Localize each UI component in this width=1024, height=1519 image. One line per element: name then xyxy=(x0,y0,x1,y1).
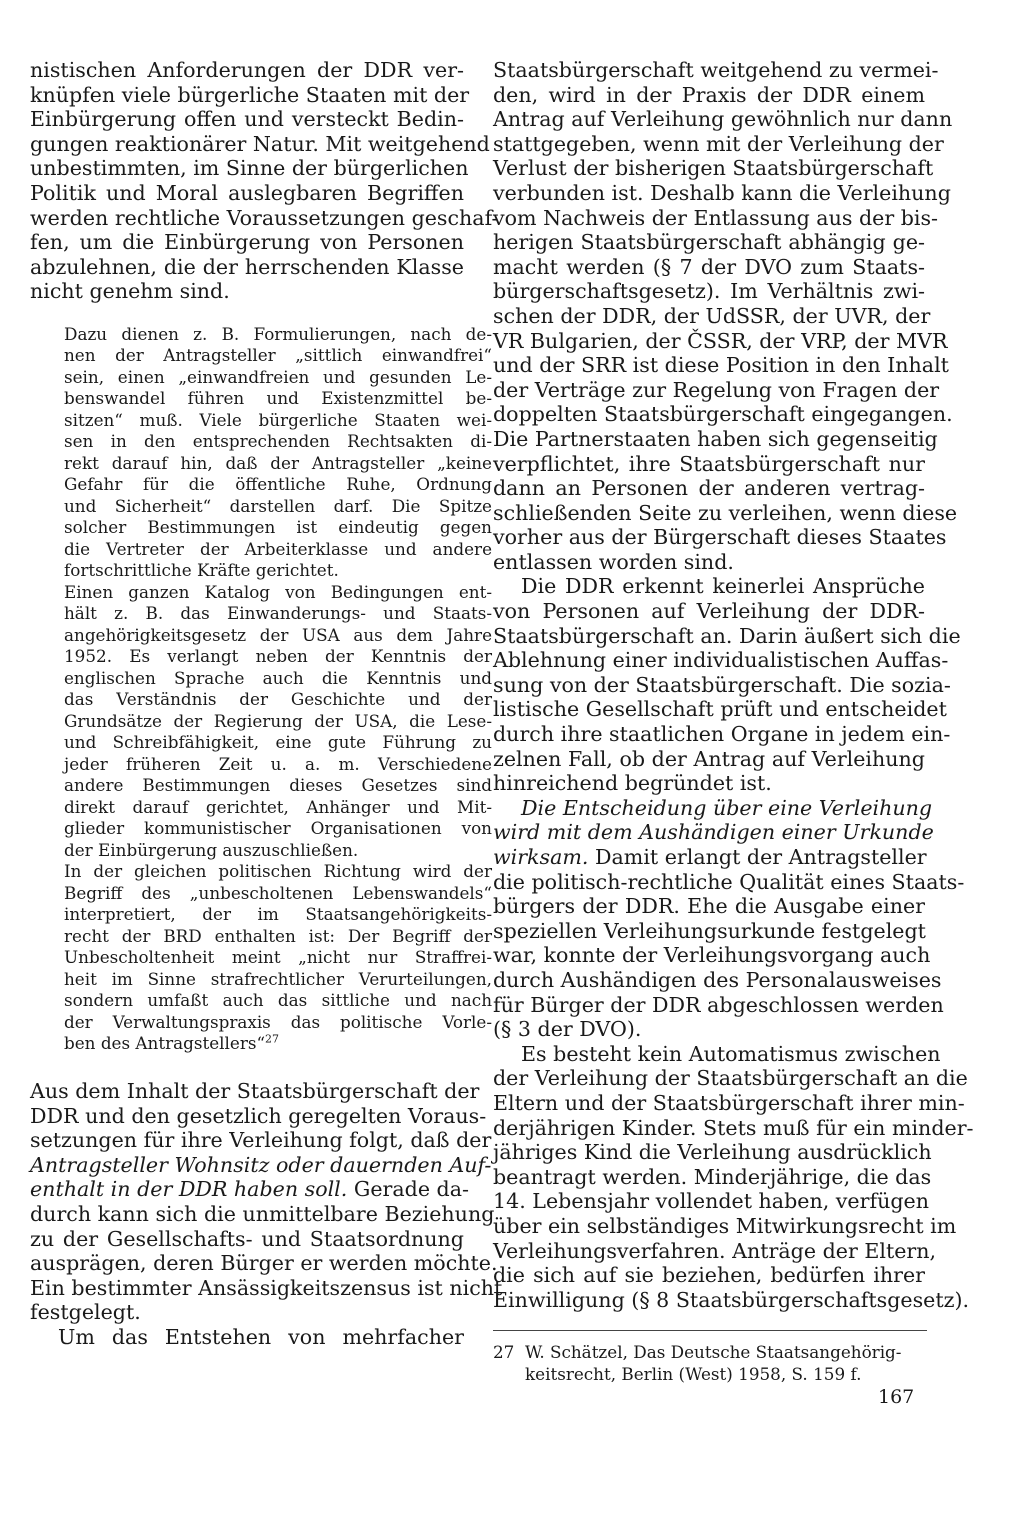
text-line: von Personen auf Verleihung der DDR- xyxy=(493,599,925,624)
text-line: Um das Entstehen von mehrfacher xyxy=(58,1324,464,1349)
footnote-text: W. Schätzel, Das Deutsche Staatsangehörig- xyxy=(525,1342,902,1363)
text-line: bürgers der DDR. Ehe die Ausgabe einer xyxy=(493,894,925,919)
text-line: schließenden Seite zu verleihen, wenn diese xyxy=(493,500,958,525)
text-line: der Verleihung der Staatsbürgerschaft an die xyxy=(493,1066,968,1091)
quote-line: heit im Sinne strafrechtlicher Verurteilungen, xyxy=(64,968,492,989)
text-line: ausprägen, deren Bürger er werden möchte. xyxy=(30,1251,498,1276)
text-line: zu der Gesellschafts- und Staatsordnung xyxy=(30,1226,464,1251)
footnote-line xyxy=(493,1341,925,1363)
quote-line: hält z. B. das Einwanderungs- und Staats- xyxy=(64,603,492,624)
text-line: über ein selbständiges Mitwirkungsrecht im xyxy=(493,1213,957,1238)
text-line: Ablehnung einer individualistischen Auffas- xyxy=(493,648,949,673)
text-line: vom Nachweis der Entlassung aus der bis- xyxy=(493,205,939,230)
text-line: Staatsbürgerschaft an. Darin äußert sich die xyxy=(493,623,961,648)
text-line: VR Bulgarien, der ČSSR, der VRP, der MVR xyxy=(493,328,948,353)
text-line: durch ihre staatlichen Organe in jedem ein- xyxy=(493,722,951,747)
text-line: entlassen worden sind. xyxy=(493,549,734,574)
text-line: setzungen für ihre Verleihung folgt, daß der xyxy=(30,1128,492,1153)
text-line: Ein bestimmter Ansässigkeitszensus ist nicht xyxy=(30,1275,503,1300)
text-line: Es besteht kein Automatismus zwischen xyxy=(521,1041,941,1066)
text-line: nistischen Anforderungen der DDR ver- xyxy=(30,58,464,82)
quote-line: glieder kommunistischer Organisationen von xyxy=(64,818,492,839)
text-line: stattgegeben, wenn mit der Verleihung der xyxy=(493,131,944,156)
text-line: gungen reaktionärer Natur. Mit weitgehend xyxy=(30,131,490,156)
left-paragraph-1 xyxy=(30,58,499,304)
text-line: unbestimmten, im Sinne der bürgerlichen xyxy=(30,156,469,181)
quote-line: Gefahr für die öffentliche Ruhe, Ordnung xyxy=(64,474,492,495)
text-line: abzulehnen, die der herrschenden Klasse xyxy=(30,254,464,279)
text-line: werden rechtliche Voraussetzungen geschaf- xyxy=(30,205,499,230)
quote-line: nen der Antragsteller „sittlich einwandfrei“ xyxy=(64,345,492,366)
text-line: jähriges Kind die Verleihung ausdrücklich xyxy=(493,1140,932,1165)
page-number: 167 xyxy=(878,1386,915,1408)
footnote-line: keitsrecht, Berlin (West) 1958, S. 159 f. xyxy=(525,1364,862,1385)
text-line: Verlust der bisherigen Staatsbürgerschaft xyxy=(493,156,934,181)
left-paragraph-2 xyxy=(30,1078,503,1325)
text-line: Die DDR erkennt keinerlei Ansprüche xyxy=(521,574,925,599)
text-line: festgelegt. xyxy=(30,1300,141,1325)
text-line xyxy=(30,1177,469,1202)
text-line: Antrag auf Verleihung gewöhnlich nur dann xyxy=(493,107,953,132)
quote-line: rekt darauf hin, daß der Antragsteller „keine xyxy=(64,452,492,473)
quote-line: andere Bestimmungen dieses Gesetzes sind xyxy=(64,775,492,796)
footnote-divider xyxy=(493,1330,927,1331)
text-line: knüpfen viele bürgerliche Staaten mit der xyxy=(30,82,470,107)
quote-line: und Sicherheit“ darstellen darf. Die Spitze xyxy=(64,495,492,516)
quote-text: ben des Antragstellers“ xyxy=(64,1033,266,1054)
quote-line: benswandel führen und Existenzmittel be- xyxy=(64,388,492,409)
quote-line: fortschrittliche Kräfte gerichtet. xyxy=(64,560,339,581)
text-line: war, konnte der Verleihungsvorgang auch xyxy=(493,943,931,968)
quote-line: direkt darauf gerichtet, Anhänger und Mit- xyxy=(64,796,492,817)
text-line: fen, um die Einbürgerung von Personen xyxy=(30,230,464,255)
text-line: listische Gesellschaft prüft und entscheidet xyxy=(493,697,947,722)
right-paragraph-2 xyxy=(493,574,961,796)
text-line: (§ 3 der DVO). xyxy=(493,1017,642,1042)
quote-line: das Verständnis der Geschichte und der xyxy=(64,689,492,710)
text-line: beantragt werden. Minderjährige, die das xyxy=(493,1164,932,1189)
emphasis-text: wirksam. xyxy=(493,845,589,869)
quote-line: Dazu dienen z. B. Formulierungen, nach de- xyxy=(64,323,492,344)
quote-line xyxy=(64,1033,492,1055)
quote-line: sitzen“ muß. Viele bürgerliche Staaten wei- xyxy=(64,409,492,430)
text-line: schen der DDR, der UdSSR, der UVR, der xyxy=(493,303,931,328)
quote-line: Einen ganzen Katalog von Bedingungen ent- xyxy=(64,581,492,602)
quote-line: Grundsätze der Regierung der USA, die Lese- xyxy=(64,710,492,731)
text-line: doppelten Staatsbürgerschaft eingegangen. xyxy=(493,402,953,427)
footnote-reference[interactable]: 27 xyxy=(265,1032,280,1046)
text-line xyxy=(493,845,925,870)
text-line: den, wird in der Praxis der DDR einem xyxy=(493,82,925,107)
text-line: verbunden ist. Deshalb kann die Verleihung xyxy=(493,180,951,205)
text-line: sung von der Staatsbürgerschaft. Die sozia- xyxy=(493,672,951,697)
text-line: dann an Personen der anderen vertrag- xyxy=(493,476,925,501)
text-line: Staatsbürgerschaft weitgehend zu vermei- xyxy=(493,58,939,82)
footnote-number: 27 xyxy=(493,1342,515,1363)
text-line: hinreichend begründet ist. xyxy=(493,771,772,796)
plain-text: Damit erlangt der Antragsteller xyxy=(588,845,927,869)
quote-line: die Vertreter der Arbeiterklasse und andere xyxy=(64,538,492,559)
text-line: die politisch-rechtliche Qualität eines Staats- xyxy=(493,869,965,894)
right-column xyxy=(493,58,974,1385)
right-paragraph-1 xyxy=(493,58,958,574)
text-line: vorher aus der Bürgerschaft dieses Staates xyxy=(493,525,947,550)
quote-line: jeder früheren Zeit u. a. m. Verschiedene xyxy=(64,753,492,774)
quote-line: In der gleichen politischen Richtung wird der xyxy=(64,861,492,882)
quote-line: sondern umfaßt auch das sittliche und nach xyxy=(64,990,492,1011)
text-line: herigen Staatsbürgerschaft abhängig ge- xyxy=(493,230,925,255)
right-paragraph-3 xyxy=(493,795,965,1042)
quote-line: sen in den entsprechenden Rechtsakten di- xyxy=(64,431,492,452)
text-line: Politik und Moral auslegbaren Begriffen xyxy=(30,180,464,205)
quote-line: interpretiert, der im Staatsangehörigkeits- xyxy=(64,904,492,925)
quote-line: 1952. Es verlangt neben der Kenntnis der xyxy=(64,646,492,667)
text-line: DDR und den gesetzlich geregelten Voraus- xyxy=(30,1103,487,1128)
text-line: durch Aushändigen des Personalausweises xyxy=(493,967,942,992)
left-paragraph-3 xyxy=(30,1325,464,1350)
quote-line: Begriff des „unbescholtenen Lebenswandels“ xyxy=(64,882,492,903)
quote-line: und Schreibfähigkeit, eine gute Führung zu xyxy=(64,732,492,753)
text-line: zelnen Fall, ob der Antrag auf Verleihung xyxy=(493,746,925,771)
emphasis-line: Antragsteller Wohnsitz oder dauernden Auf- xyxy=(30,1152,492,1177)
text-line: die sich auf sie beziehen, bedürfen ihrer xyxy=(493,1263,925,1288)
quote-line: solcher Bestimmungen ist eindeutig gegen xyxy=(64,517,492,538)
quote-line: der Verwaltungspraxis das politische Vorle- xyxy=(64,1011,492,1032)
left-column xyxy=(30,58,503,1349)
quotation-block xyxy=(64,324,492,1055)
quote-line: sein, einen „einwandfreien und gesunden Le- xyxy=(64,366,492,387)
footnote xyxy=(493,1341,925,1385)
text-line: und der SRR ist diese Position in den Inhalt xyxy=(493,353,949,378)
emphasis-line: wird mit dem Aushändigen einer Urkunde xyxy=(493,820,934,845)
text-line: bürgerschaftsgesetz). Im Verhältnis zwi- xyxy=(493,279,925,304)
right-paragraph-4 xyxy=(493,1041,974,1313)
text-line: für Bürger der DDR abgeschlossen werden xyxy=(493,992,944,1017)
text-line: derjährigen Kinder. Stets muß für ein minder- xyxy=(493,1115,974,1140)
emphasis-line: Die Entscheidung über eine Verleihung xyxy=(521,795,933,820)
text-line: durch kann sich die unmittelbare Beziehung xyxy=(30,1201,495,1226)
quote-line: recht der BRD enthalten ist: Der Begriff der xyxy=(64,925,492,946)
text-line: Verleihungsverfahren. Anträge der Eltern, xyxy=(493,1238,937,1263)
plain-text: Gerade da- xyxy=(347,1177,469,1202)
text-line: 14. Lebensjahr vollendet haben, verfügen xyxy=(493,1189,929,1214)
emphasis-text: enthalt in der DDR haben soll. xyxy=(30,1177,348,1202)
quote-line: Unbescholtenheit meint „nicht nur Straffrei- xyxy=(64,947,492,968)
text-line: Einwilligung (§ 8 Staatsbürgerschaftsgesetz). xyxy=(493,1287,970,1312)
text-line: nicht genehm sind. xyxy=(30,279,230,304)
quote-line: englischen Sprache auch die Kenntnis und xyxy=(64,667,492,688)
text-line: macht werden (§ 7 der DVO zum Staats- xyxy=(493,254,925,279)
text-line: Eltern und der Staatsbürgerschaft ihrer min- xyxy=(493,1090,965,1115)
text-line: Die Partnerstaaten haben sich gegenseitig xyxy=(493,426,938,451)
quote-line: der Einbürgerung auszuschließen. xyxy=(64,839,359,860)
text-line: verpflichtet, ihre Staatsbürgerschaft nur xyxy=(493,451,925,476)
text-line: Einbürgerung offen und versteckt Bedin- xyxy=(30,107,464,132)
quote-line: angehörigkeitsgesetz der USA aus dem Jahre xyxy=(64,624,492,645)
text-line: speziellen Verleihungsurkunde festgelegt xyxy=(493,918,926,943)
text-line: der Verträge zur Regelung von Fragen der xyxy=(493,377,940,402)
text-line: Aus dem Inhalt der Staatsbürgerschaft der xyxy=(30,1078,480,1103)
